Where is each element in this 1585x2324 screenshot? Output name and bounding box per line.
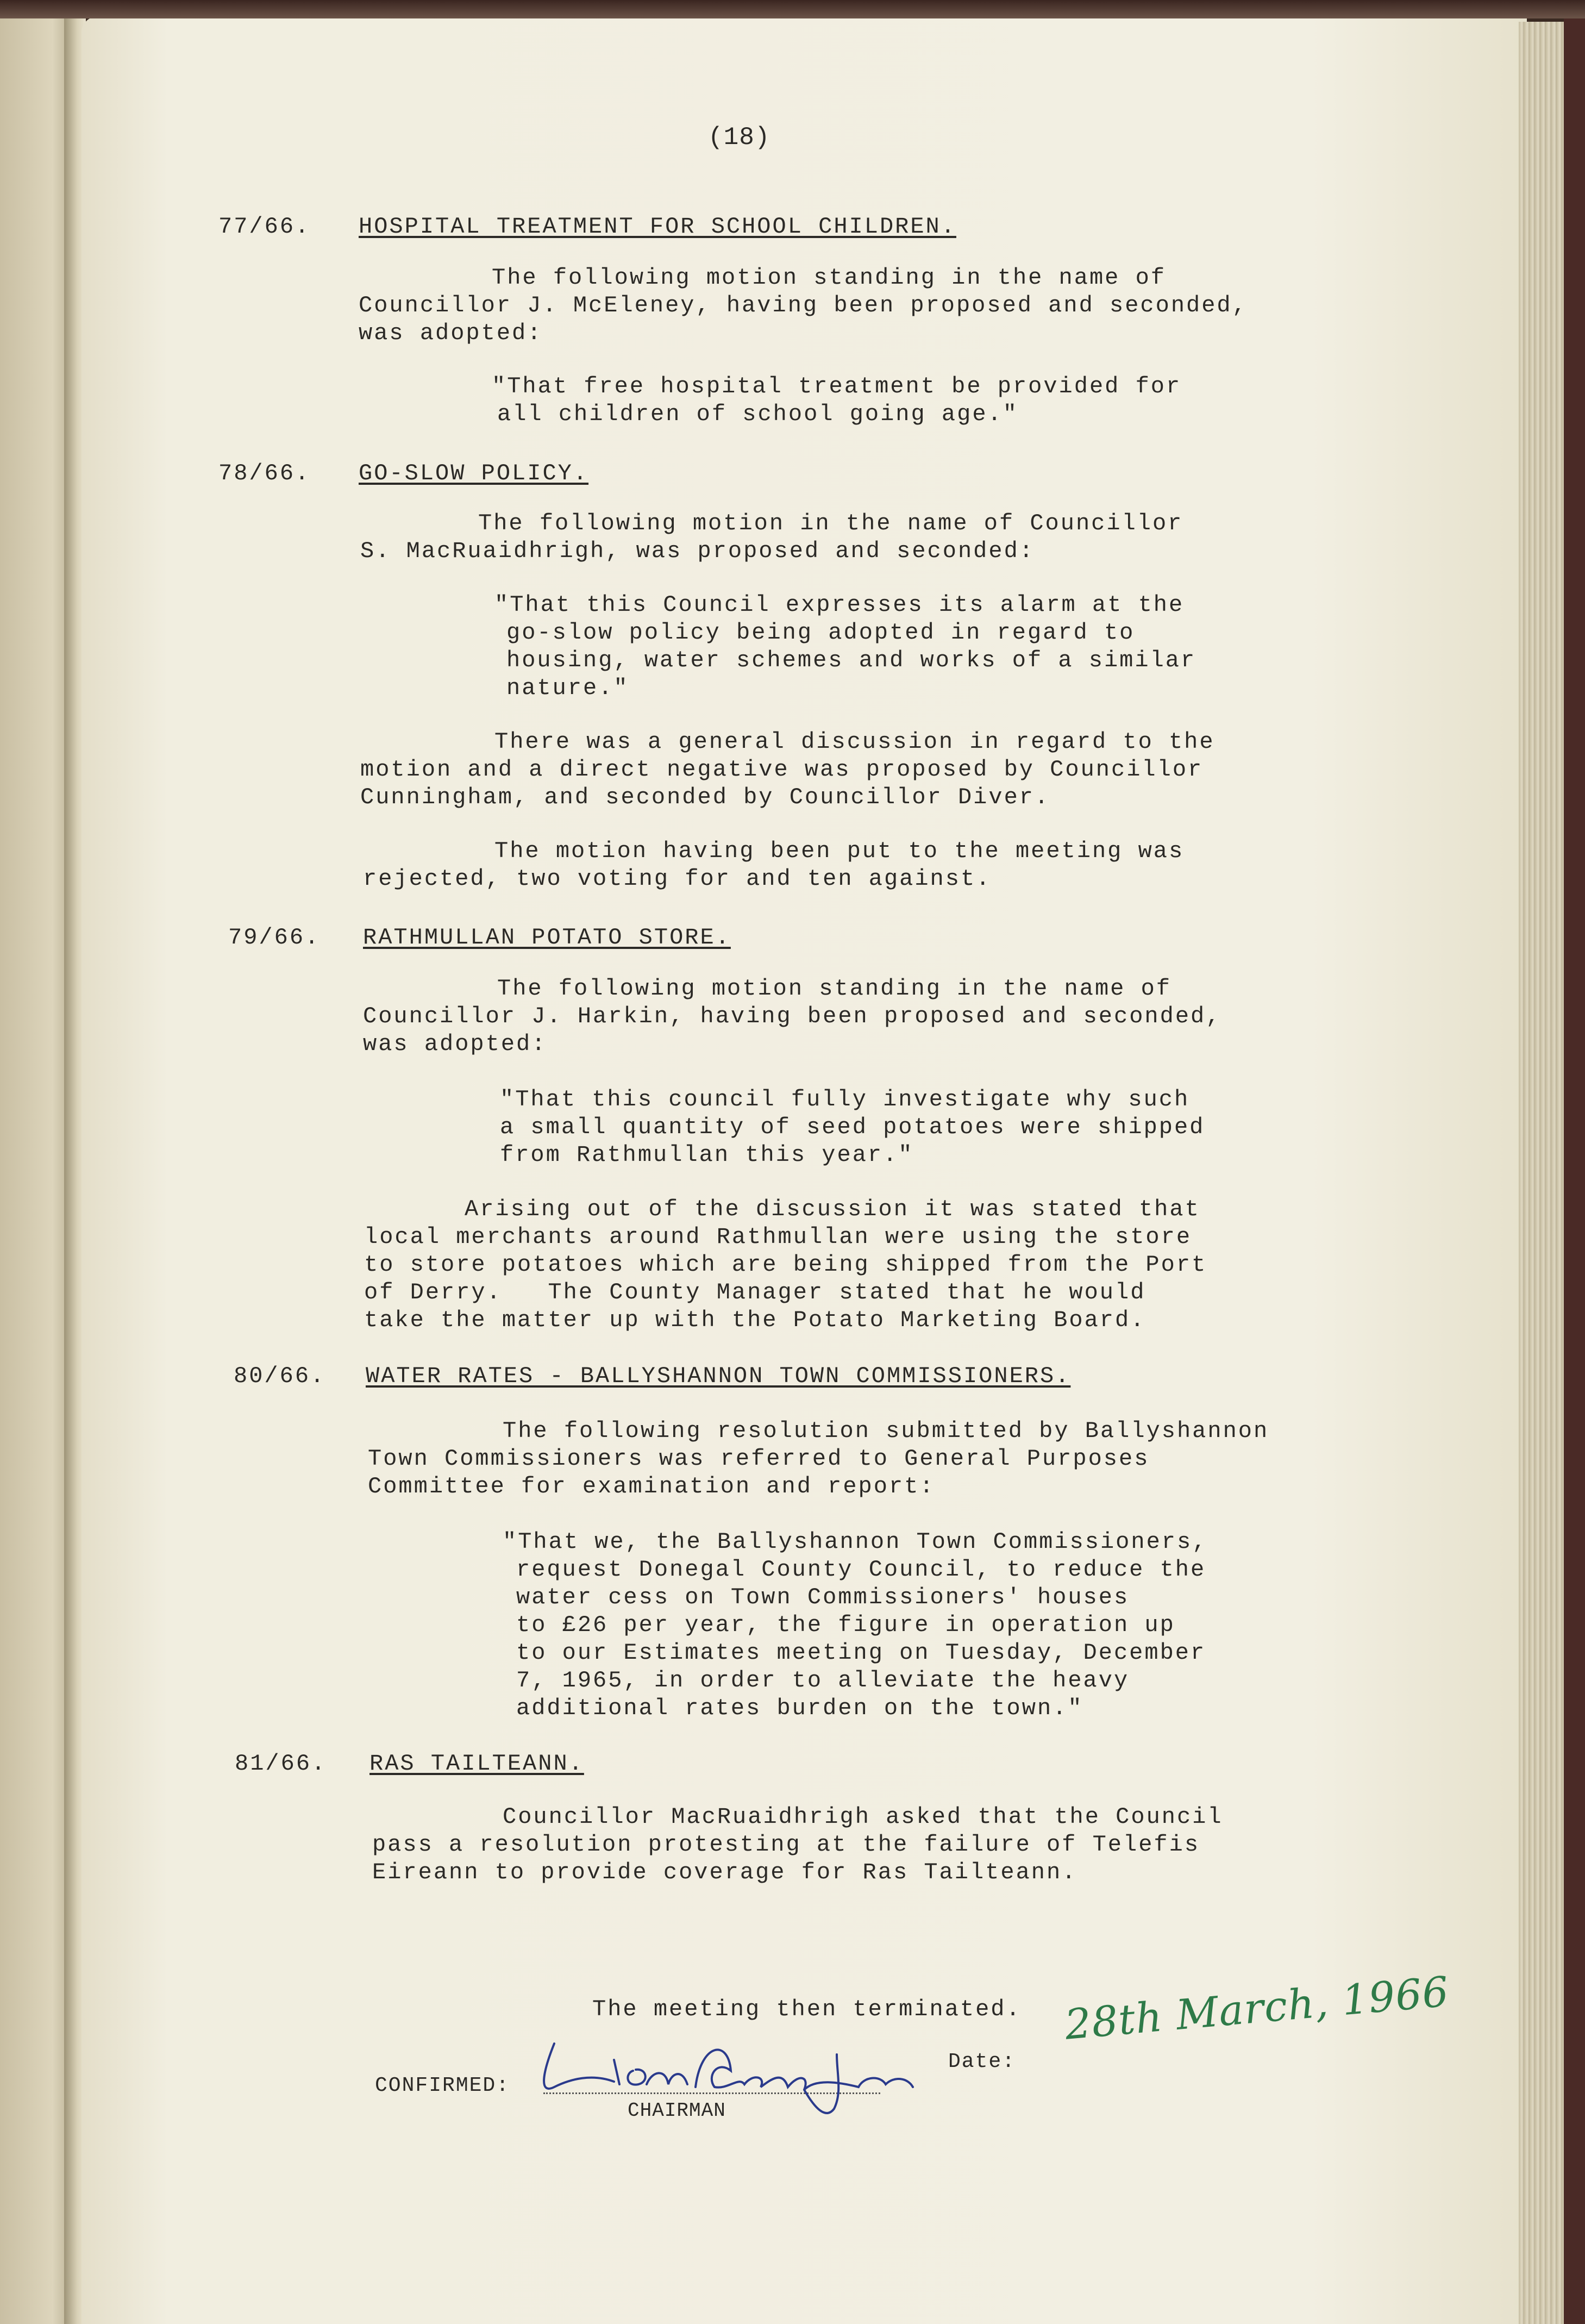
quote-line: "That this council fully investigate why such [500, 1086, 1190, 1113]
body-line: pass a resolution protesting at the failure of Telefis [372, 1832, 1200, 1858]
item-heading: GO-SLOW POLICY. [359, 460, 589, 486]
body-line: Councillor J. McEleney, having been proposed and seconded, [359, 292, 1248, 318]
body-line: The following motion standing in the name of [497, 976, 1171, 1002]
body-line: There was a general discussion in regard to the [494, 729, 1215, 755]
body-line: local merchants around Rathmullan were using the store [364, 1224, 1192, 1250]
chairman-label: CHAIRMAN [628, 2100, 726, 2122]
quote-line: "That this Council expresses its alarm at the [494, 592, 1185, 618]
item-number: 81/66. [235, 1751, 327, 1777]
body-line: was adopted: [363, 1031, 547, 1057]
body-line: The following motion standing in the name of [492, 265, 1166, 291]
quote-line: additional rates burden on the town." [516, 1695, 1083, 1721]
body-line: to store potatoes which are being shipped from the Port [364, 1252, 1207, 1278]
item-heading: RATHMULLAN POTATO STORE. [363, 924, 731, 951]
item-heading: RAS TAILTEANN. [369, 1751, 584, 1777]
quote-line: "That free hospital treatment be provided for [492, 373, 1182, 399]
book-cover-edge [1564, 0, 1585, 2324]
page-stack-edge [1519, 22, 1570, 2324]
quote-line: from Rathmullan this year." [500, 1142, 914, 1168]
quote-line: housing, water schemes and works of a similar [506, 647, 1196, 673]
quote-line: "That we, the Ballyshannon Town Commissioners, [503, 1529, 1208, 1555]
body-line: Eireann to provide coverage for Ras Tailteann. [372, 1859, 1077, 1885]
body-line: S. MacRuaidhrigh, was proposed and seconded: [360, 538, 1035, 564]
closing-line: The meeting then terminated. [592, 1996, 1022, 2022]
top-shadow [0, 0, 1585, 18]
quote-line: go-slow policy being adopted in regard to [506, 620, 1135, 646]
body-line: The motion having been put to the meeting was [494, 838, 1185, 864]
body-line: Arising out of the discussion it was stated that [465, 1196, 1200, 1222]
quote-line: water cess on Town Commissioners' houses [516, 1584, 1130, 1610]
item-number: 77/66. [218, 214, 311, 240]
page-number: (18) [708, 123, 770, 152]
body-line: motion and a direct negative was proposed by Councillor [360, 757, 1204, 783]
quote-line: all children of school going age." [497, 401, 1018, 427]
body-line: take the matter up with the Potato Marketing Board. [364, 1307, 1146, 1333]
body-line: was adopted: [359, 320, 543, 346]
date-value: 28th March, 1966 [1063, 1967, 1451, 2049]
body-line: The following resolution submitted by Ballyshannon [503, 1418, 1269, 1444]
item-number: 78/66. [218, 460, 311, 486]
item-number: 80/66. [234, 1363, 326, 1389]
quote-line: nature." [506, 675, 629, 701]
confirmed-label: CONFIRMED: [375, 2074, 510, 2097]
body-line: Councillor MacRuaidhrigh asked that the Council [503, 1804, 1223, 1830]
item-heading: HOSPITAL TREATMENT FOR SCHOOL CHILDREN. [359, 214, 956, 240]
body-line: Town Commissioners was referred to General Purposes [368, 1446, 1150, 1472]
body-line: of Derry. The County Manager stated that he would [364, 1279, 1146, 1305]
body-line: Councillor J. Harkin, having been proposed and seconded, [363, 1003, 1221, 1029]
quote-line: 7, 1965, in order to alleviate the heavy [516, 1667, 1130, 1694]
body-line: Committee for examination and report: [368, 1473, 935, 1500]
body-line: rejected, two voting for and ten against. [363, 866, 992, 892]
chairman-signature [532, 1978, 924, 2120]
item-number: 79/66. [228, 924, 321, 951]
quote-line: to our Estimates meeting on Tuesday, December [516, 1640, 1206, 1666]
body-line: Cunningham, and seconded by Councillor Diver. [360, 784, 1050, 810]
quote-line: to £26 per year, the figure in operation up [516, 1612, 1175, 1638]
date-label: Date: [948, 2050, 1016, 2073]
body-line: The following motion in the name of Councillor [478, 510, 1183, 536]
quote-line: a small quantity of seed potatoes were shipped [500, 1114, 1205, 1140]
item-heading: WATER RATES - BALLYSHANNON TOWN COMMISSIONERS. [366, 1363, 1071, 1389]
quote-line: request Donegal County Council, to reduce the [516, 1557, 1206, 1583]
